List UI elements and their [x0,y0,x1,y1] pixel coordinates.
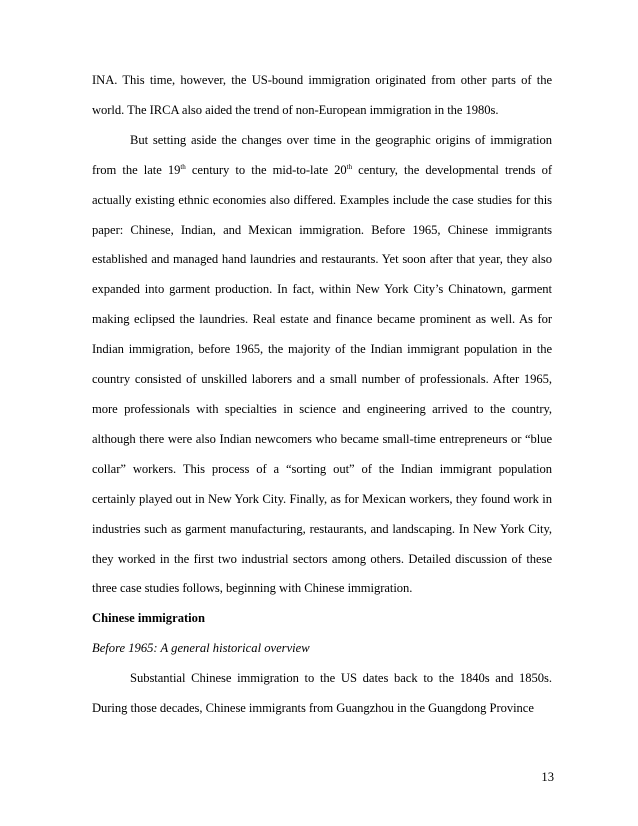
paragraph-3: Substantial Chinese immigration to the US dates back to the 1840s and 1850s. During those decades, Chinese immigrants from Guangzhou in the Guangdong Province [92,671,552,716]
paragraph-2 [92,126,552,605]
paragraph-2-part-c: century, the developmental trends of actually existing ethnic economies also differed. Examples include the case studies for this paper: Chinese, Indian, and Mexican immigration. Before 1965, Chinese immigrants established and managed hand laundries and restaurants. Yet soon after that year, they also expanded into garment production. In fact, within New York City’s Chinatown, garment making eclipsed the laundries. Real estate and finance became prominent as well. As for Indian immigration, before 1965, the majority of the Indian immigrant population in the country consisted of unskilled laborers and a small number of professionals. After 1965, more professionals with specialties in science and engineering arrived to the country, although there were also Indian newcomers who became small-time entrepreneurs or “blue collar” workers. This process of a “sorting out” of the Indian immigrant population certainly played out in New York City. Finally, as for Mexican workers, they found work in industries such as garment manufacturing, restaurants, and landscaping. In New York City, they worked in the first two industrial sectors among others. Detailed discussion of these three case studies follows, beginning with Chinese immigration. [92,162,552,596]
superscript-th-1: th [180,162,186,171]
superscript-th-2: th [346,162,353,171]
page-number: 13 [541,770,554,784]
document-page [92,66,552,724]
subsection-heading: Before 1965: A general historical overview [92,641,310,656]
paragraph-1: INA. This time, however, the US-bound immigration originated from other parts of the world. The IRCA also aided the trend of non-European immigration in the 1980s. [92,73,552,117]
paragraph-2-part-b: century to the mid-to-late 20 [185,162,347,177]
section-heading: Chinese immigration [92,611,205,626]
paragraph-2-part-a: But setting aside the changes over time in the geographic origins of immigration from the late 19 [92,132,552,177]
